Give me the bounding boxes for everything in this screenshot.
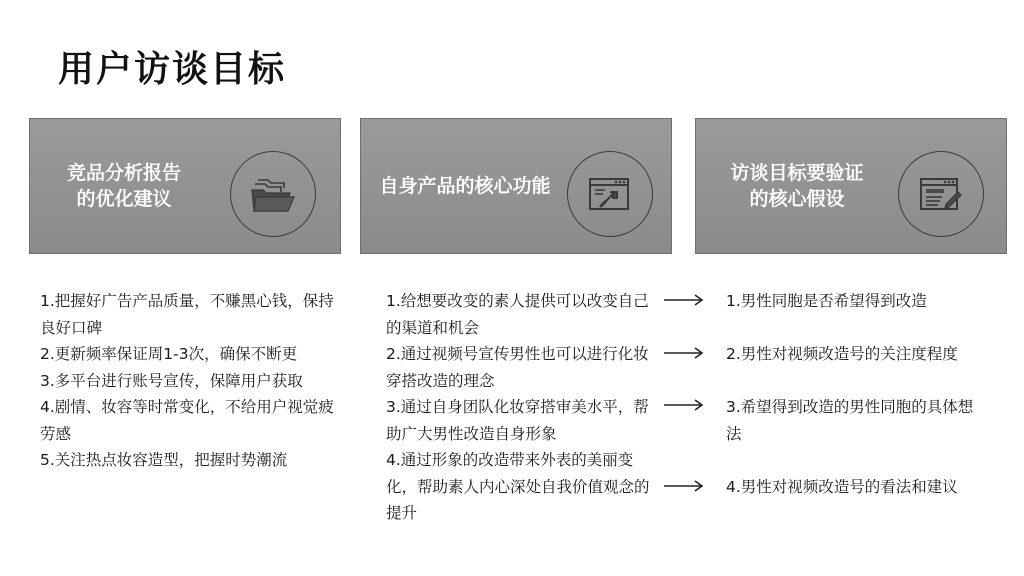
- list-item: 4.通过形象的改造带来外表的美丽变化，帮助素人内心深处自我价值观念的提升: [386, 451, 650, 522]
- arrow-right-icon: [664, 294, 704, 306]
- core-functions-list: [386, 288, 654, 527]
- hypothesis-item: 2.男性对视频改造号的关注度程度: [726, 345, 958, 363]
- list-item: 1.给想要改变的素人提供可以改变自己的渠道和机会: [386, 292, 649, 337]
- hypothesis-item: 3.希望得到改造的男性同胞的具体想法: [726, 398, 974, 443]
- card-label-competitor: 竞品分析报告 的优化建议: [66, 162, 181, 210]
- list-item: 4.剧情、妆容等时常变化，不给用户视觉疲劳感: [40, 398, 334, 443]
- page-title: 用户访谈目标: [58, 49, 287, 90]
- card-label-hypotheses: 访谈目标要验证 的核心假设: [730, 162, 864, 210]
- list-item: 5.关注热点妆容造型，把握时势潮流: [40, 451, 288, 469]
- arrow-right-icon: [664, 480, 704, 492]
- list-item: 2.通过视频号宣传男性也可以进行化妆穿搭改造的理念: [386, 345, 649, 390]
- card-competitor-suggestions: [29, 118, 341, 254]
- folder-icon: [230, 151, 316, 237]
- hypothesis-item: 4.男性对视频改造号的看法和建议: [726, 478, 958, 496]
- arrow-right-icon: [664, 399, 704, 411]
- arrow-right-icon: [664, 347, 704, 359]
- list-item: 3.多平台进行账号宣传，保障用户获取: [40, 371, 303, 390]
- card-hypotheses: [695, 118, 1007, 254]
- browser-settings-icon: [567, 151, 653, 237]
- edit-document-icon: [898, 151, 984, 237]
- card-label-core: 自身产品的核心功能: [379, 175, 551, 197]
- list-item: 2.更新频率保证周1-3次，确保不断更: [40, 345, 298, 363]
- list-item: 3.通过自身团队化妆穿搭审美水平，帮助广大男性改造自身形象: [386, 398, 649, 443]
- competitor-suggestions-list: [40, 288, 340, 474]
- card-core-functions: [360, 118, 672, 254]
- list-item: 1.把握好广告产品质量，不赚黑心钱，保持良好口碑: [40, 292, 334, 337]
- hypothesis-item: 1.男性同胞是否希望得到改造: [726, 292, 927, 310]
